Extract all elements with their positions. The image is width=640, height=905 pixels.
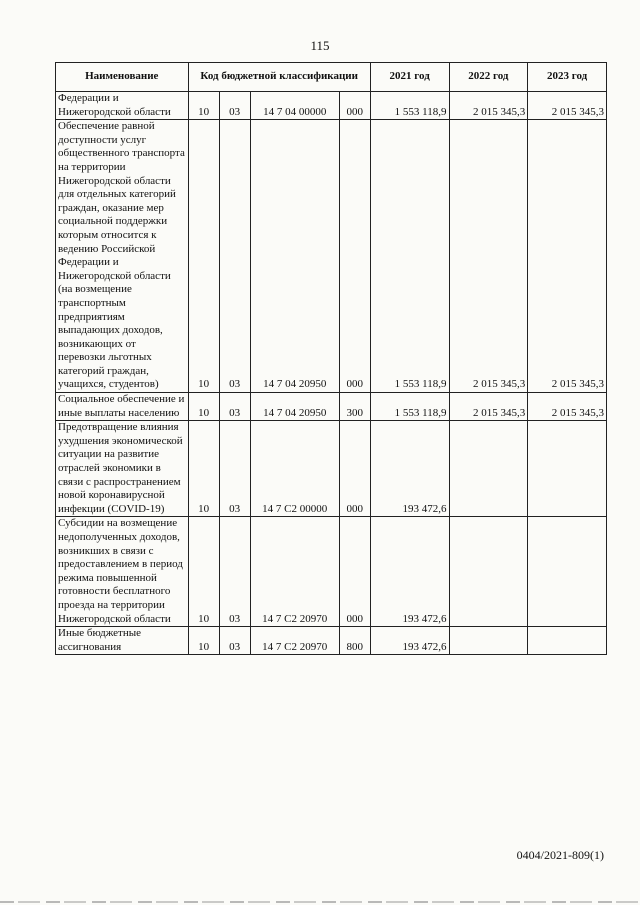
row-name: Иные бюджетные ассигнования bbox=[56, 627, 189, 655]
code-section: 10 bbox=[188, 92, 219, 120]
value-2021: 1 553 118,9 bbox=[370, 393, 449, 421]
value-2022 bbox=[449, 517, 528, 627]
value-2023 bbox=[528, 517, 607, 627]
code-target-article: 14 7 04 00000 bbox=[250, 92, 339, 120]
value-2022: 2 015 345,3 bbox=[449, 92, 528, 120]
code-subsection: 03 bbox=[219, 421, 250, 517]
table-row bbox=[56, 393, 607, 421]
code-subsection: 03 bbox=[219, 393, 250, 421]
code-subsection: 03 bbox=[219, 120, 250, 393]
value-2021: 193 472,6 bbox=[370, 517, 449, 627]
row-name: Обеспечение равной доступности услуг общественного транспорта на территории Нижегородской области для отдельных категорий граждан, оказание мер социальной поддержки которым относится к ведению Российской Федерации и Нижегородской области (на возмещение транспортным предприятиям выпадающих доходов, возникающих от перевозки льготных категорий граждан, учащихся, студентов) bbox=[56, 120, 189, 393]
code-target-article: 14 7 04 20950 bbox=[250, 393, 339, 421]
code-subsection: 03 bbox=[219, 627, 250, 655]
header-name: Наименование bbox=[56, 63, 189, 92]
code-section: 10 bbox=[188, 120, 219, 393]
row-name: Федерации и Нижегородской области bbox=[56, 92, 189, 120]
code-target-article: 14 7 C2 20970 bbox=[250, 627, 339, 655]
table-header-row bbox=[56, 63, 607, 92]
value-2022 bbox=[449, 421, 528, 517]
header-2022: 2022 год bbox=[449, 63, 528, 92]
header-2021: 2021 год bbox=[370, 63, 449, 92]
code-target-article: 14 7 04 20950 bbox=[250, 120, 339, 393]
row-name: Субсидии на возмещение недополученных доходов, возникших в связи с предоставлением в период режима повышенной готовности бесплатного проезда на территории Нижегородской области bbox=[56, 517, 189, 627]
code-section: 10 bbox=[188, 627, 219, 655]
code-expense-type: 800 bbox=[339, 627, 370, 655]
document-code: 0404/2021-809(1) bbox=[516, 848, 604, 862]
header-2023: 2023 год bbox=[528, 63, 607, 92]
code-target-article: 14 7 C2 20970 bbox=[250, 517, 339, 627]
code-expense-type: 000 bbox=[339, 92, 370, 120]
code-expense-type: 000 bbox=[339, 421, 370, 517]
value-2023 bbox=[528, 627, 607, 655]
page-number: 115 bbox=[310, 38, 330, 53]
code-target-article: 14 7 C2 00000 bbox=[250, 421, 339, 517]
table-row bbox=[56, 421, 607, 517]
value-2021: 193 472,6 bbox=[370, 421, 449, 517]
value-2021: 1 553 118,9 bbox=[370, 120, 449, 393]
code-expense-type: 000 bbox=[339, 120, 370, 393]
value-2023 bbox=[528, 421, 607, 517]
code-subsection: 03 bbox=[219, 92, 250, 120]
value-2021: 1 553 118,9 bbox=[370, 92, 449, 120]
code-section: 10 bbox=[188, 517, 219, 627]
table-row bbox=[56, 627, 607, 655]
code-subsection: 03 bbox=[219, 517, 250, 627]
row-name: Предотвращение влияния ухудшения экономической ситуации на развитие отраслей экономики в связи с распространением новой коронавирусной инфекции (COVID-19) bbox=[56, 421, 189, 517]
budget-table bbox=[55, 62, 607, 655]
value-2022: 2 015 345,3 bbox=[449, 393, 528, 421]
value-2023: 2 015 345,3 bbox=[528, 393, 607, 421]
value-2021: 193 472,6 bbox=[370, 627, 449, 655]
scan-artifact-line bbox=[0, 901, 640, 903]
table-row bbox=[56, 120, 607, 393]
row-name: Социальное обеспечение и иные выплаты населению bbox=[56, 393, 189, 421]
code-section: 10 bbox=[188, 393, 219, 421]
code-expense-type: 000 bbox=[339, 517, 370, 627]
value-2022: 2 015 345,3 bbox=[449, 120, 528, 393]
table-row bbox=[56, 92, 607, 120]
header-code: Код бюджетной классификации bbox=[188, 63, 370, 92]
code-section: 10 bbox=[188, 421, 219, 517]
value-2023: 2 015 345,3 bbox=[528, 92, 607, 120]
value-2023: 2 015 345,3 bbox=[528, 120, 607, 393]
table-row bbox=[56, 517, 607, 627]
code-expense-type: 300 bbox=[339, 393, 370, 421]
value-2022 bbox=[449, 627, 528, 655]
